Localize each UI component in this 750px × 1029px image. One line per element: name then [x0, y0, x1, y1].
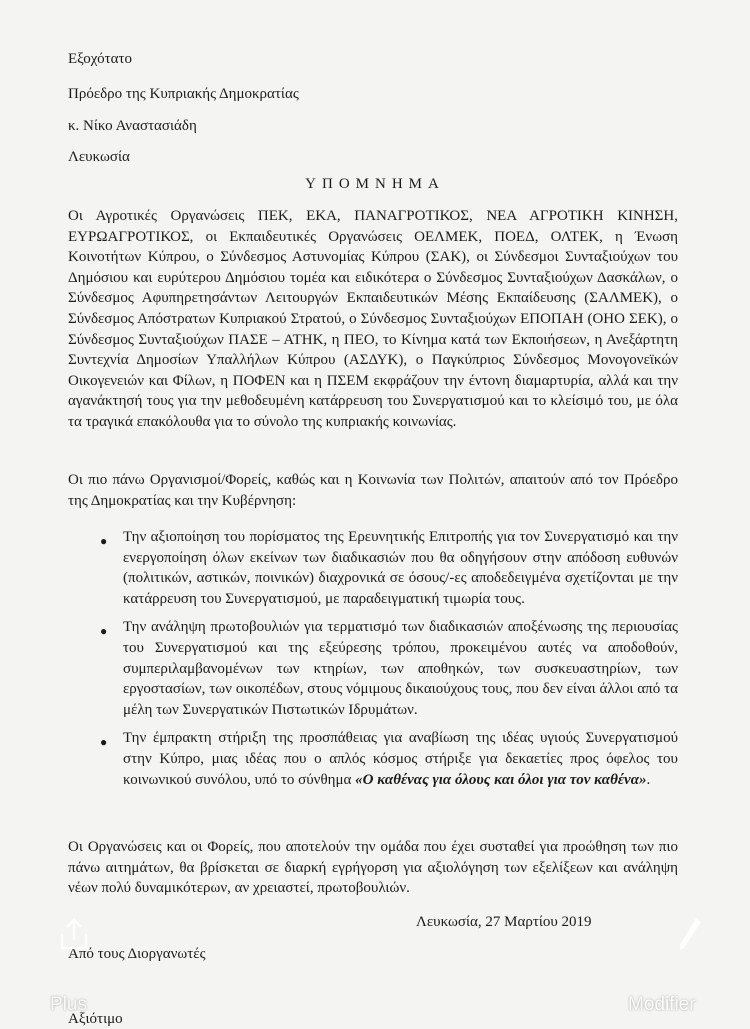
recipient-line-3: κ. Νίκο Αναστασιάδη: [68, 118, 197, 134]
list-item: [95, 617, 678, 720]
demand-2-text: Την ανάληψη πρωτοβουλιών για τερματισμό των διαδικασιών αποξένωσης της περιουσίας του Συνεργατισμού και της εξεύρεσης τρόπου, προκειμένου αυτές να αποδοθούν, συμπεριλαμβανομένων των κτηρίων, των αποθηκών, των συσκευαστηρίων, των εργοστασίων, των οικοπέδων, στους νόμιμους δικαιούχους τους, που δεν είναι άλλοι από τα μέλη των Συνεργατικών Πιστωτικών Ιδρυμάτων.: [123, 619, 678, 718]
dateline: Λευκωσία, 27 Μαρτίου 2019: [416, 914, 592, 930]
share-icon[interactable]: [54, 914, 94, 954]
demand-3-end: .: [646, 771, 651, 788]
list-item: [95, 728, 678, 790]
demands-list: [95, 527, 678, 798]
paragraph-1: Οι Αγροτικές Οργανώσεις ΠΕΚ, ΕΚΑ, ΠΑΝΑΓΡΟΤΙΚΟΣ, ΝΕΑ ΑΓΡΟΤΙΚΗ ΚΙΝΗΣΗ, ΕΥΡΩΑΓΡΟΤΙΚΟΣ, οι Εκπαιδευτικές Οργανώσεις ΟΕΛΜΕΚ, ΠΟΕΔ, ΟΛΤΕΚ, η Ένωση Κοινοτήτων Κύπρου, ο Σύνδεσμος Αστυνομίας Κύπρου (ΣΑΚ), οι Σύνδεσμοι Συνταξιούχων του Δημόσιου και ευρύτερου Δημόσιου τομέα και ειδικότερα ο Σύνδεσμος Συνταξιούχων Δασκάλων, ο Σύνδεσμος Αφυπηρετησάντων Λειτουργών Εκπαιδευτικών Μέσης Εκπαίδευσης (ΣΑΛΜΕΚ), ο Σύνδεσμος Απόστρατων Κυπριακού Στρατού, ο Σύνδεσμος Συνταξιούχων ΕΠΟΠΑΗ (ΟΗΟ ΣΕΚ), ο Σύνδεσμος Συνταξιούχων ΠΑΣΕ – ΑΤΗΚ, η ΠΕΟ, το Κίνημα κατά των Εκποιήσεων, η Ανεξάρτητη Συντεχνία Δημοσίων Υπαλλήλων Κύπρου (ΑΣΔΥΚ), ο Παγκύπριος Σύνδεσμος Μονογονεϊκών Οικογενειών και Φίλων, η ΠΟΦΕΝ και η ΠΣΕΜ εκφράζουν την έντονη διαμαρτυρία, αλλά και την αγανάκτησή τους για την μεθοδευμένη κατάρρευση του Συνεργατισμού και το κλείσιμό του, με όλα τα τραγικά επακόλουθα για το σύνολο της κυπριακής κοινωνίας.: [68, 208, 678, 430]
pen-icon[interactable]: [674, 914, 704, 954]
list-item: [95, 527, 678, 609]
bullet-icon: ●: [100, 735, 108, 750]
modifier-label[interactable]: Modifier: [628, 994, 696, 1015]
recipient-line-2: Πρόεδρο της Κυπριακής Δημοκρατίας: [68, 86, 299, 102]
bullet-icon: ●: [100, 534, 108, 548]
paragraph-2: Οι πιο πάνω Οργανισμοί/Φορείς, καθώς και η Κοινωνία των Πολιτών, απαιτούν από τον Πρόεδρο της Δημοκρατίας και την Κυβέρνηση:: [68, 472, 678, 509]
demand-1-text: Την αξιοποίηση του πορίσματος της Ερευνητικής Επιτροπής για τον Συνεργατισμό και την ενεργοποίηση όλων εκείνων των διαδικασιών που θα οδηγήσουν στην απόδοση ευθυνών (πολιτικών, αστικών, ποινικών) διαχρονικά σε όσους/-ες αποδεδειγμένα σχετίζονται με την κατάρρευση του Συνεργατισμού, με παραδειγματική τιμωρία τους.: [123, 529, 678, 607]
demand-3-slogan: «Ο καθένας για όλους και όλοι για τον καθένα»: [355, 771, 647, 788]
recipient-line-1: Εξοχότατο: [68, 51, 133, 67]
recipient-line-4: Λευκωσία: [68, 149, 130, 165]
document-title: ΥΠΟΜΝΗΜΑ: [305, 176, 445, 192]
signature-line: Από τους Διοργανωτές: [68, 946, 206, 962]
bullet-icon: ●: [100, 624, 108, 639]
plus-overlay-button[interactable]: [38, 914, 106, 1024]
plus-label[interactable]: Plus: [50, 994, 87, 1015]
closing-line: Αξιότιμο: [68, 1011, 123, 1027]
paragraph-3: Οι Οργανώσεις και οι Φορείς, που αποτελούν την ομάδα που έχει συσταθεί για προώθηση των πιο πάνω αιτημάτων, θα βρίσκεται σε διαρκή εγρήγορση για αξιολόγηση των εξελίξεων και ανάληψη νέων πολύ δυναμικότερων, αν χρειαστεί, πρωτοβουλιών.: [68, 839, 678, 897]
demand-3-text: Την έμπρακτη στήριξη της προσπάθειας για αναβίωση της ιδέας υγιούς Συνεργατισμού στην Κύπρο, μιας ιδέας που ο απλός κόσμος στήριξε για δεκαετίες προς όφελος του κοινωνικού συνόλου, υπό το σύνθημα: [123, 730, 678, 788]
modifier-overlay-button[interactable]: [620, 914, 740, 1024]
